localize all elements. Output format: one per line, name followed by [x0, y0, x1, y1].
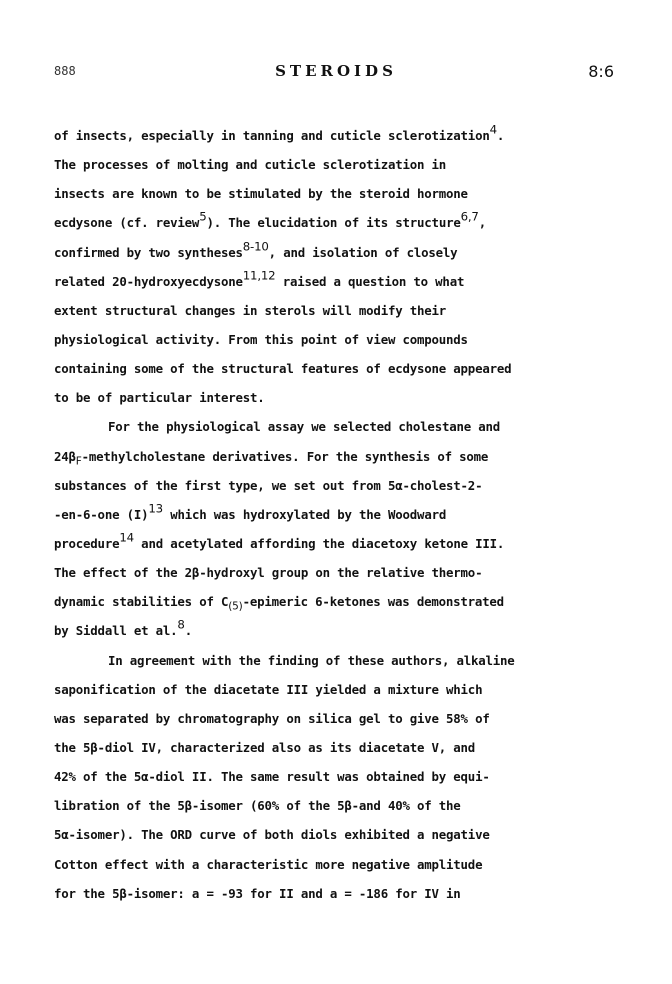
text-line: confirmed by two syntheses$^{8-10}$, and isolation of closely — [54, 239, 458, 260]
text-line: extent structural changes in sterols will modify their — [54, 302, 447, 318]
citation-superscript: 11,12 — [242, 268, 276, 283]
citation-superscript: 14 — [119, 530, 134, 545]
text-line: dynamic stabilities of $C_{(5)}$-epimeric 6-ketones was demonstrated — [54, 594, 504, 613]
citation-superscript: 5 — [199, 209, 207, 224]
text-line: The processes of molting and cuticle sclerotization in — [54, 157, 447, 173]
text-line: for the 5β-isomer: a = -93 for II and a = -186 for IV in — [54, 885, 461, 901]
text-line: insects are known to be stimulated by the steroid hormone — [54, 186, 468, 202]
text-line: was separated by chromatography on silica gel to give 58% of — [54, 710, 490, 726]
text-line: containing some of the structural features of ecdysone appeared — [54, 361, 512, 377]
paragraph-first-line: For the physiological assay we selected cholestane and — [108, 419, 501, 435]
text-line: 5α-isomer). The ORD curve of both diols exhibited a negative — [54, 827, 490, 843]
running-title: STEROIDS — [275, 62, 397, 80]
page-header — [0, 62, 672, 86]
text-line: procedure$^{14}$ and acetylated affording the diacetoxy ketone III. — [54, 530, 505, 551]
citation-superscript: 8-10 — [242, 239, 269, 254]
paragraph-first-line: In agreement with the finding of these authors, alkaline — [108, 652, 515, 668]
text-line: the 5β-diol IV, characterized also as its diacetate V, and — [54, 739, 476, 755]
text-line: libration of the 5β-isomer (60% of the 5β-and 40% of the — [54, 798, 461, 814]
page-number: 888 — [54, 64, 76, 78]
text-line: physiological activity. From this point of view compounds — [54, 331, 468, 347]
citation-superscript: 6,7 — [460, 209, 479, 224]
text-line: -en-6-one $(I)^{13}$ which was hydroxylated by the Woodward — [54, 501, 447, 522]
text-line: The effect of the 2β-hydroxyl group on the relative thermo- — [54, 565, 483, 581]
citation-superscript: 8 — [177, 617, 185, 632]
text-line: substances of the first type, we set out from 5α-cholest-2- — [54, 477, 483, 493]
subscript: F — [75, 455, 82, 468]
text-line: 42% of the 5α-diol II. The same result was obtained by equi- — [54, 769, 490, 785]
section-number: 8:6 — [588, 62, 614, 81]
text-line: ecdysone (cf. review$^5$). The elucidation of its structure$^{6,7}$, — [54, 209, 486, 231]
text-line: to be of particular interest. — [54, 390, 265, 406]
text-line: of insects, especially in tanning and cuticle sclerotization$^4$. — [54, 122, 505, 143]
text-line: Cotton effect with a characteristic more negative amplitude — [54, 856, 483, 872]
citation-superscript: 4 — [489, 122, 497, 137]
citation-superscript: 13 — [148, 501, 163, 516]
text-line: $24\beta_F$-methylcholestane derivatives. For the synthesis of some — [54, 448, 489, 468]
subscript: (5) — [228, 600, 243, 613]
text-line: related 20-hydroxyecdysone$^{11,12}$ raised a question to what — [54, 268, 465, 289]
body-text — [54, 121, 644, 908]
text-line: by Siddall et al.$^8$. — [54, 617, 192, 639]
text-line: saponification of the diacetate III yielded a mixture which — [54, 681, 483, 697]
